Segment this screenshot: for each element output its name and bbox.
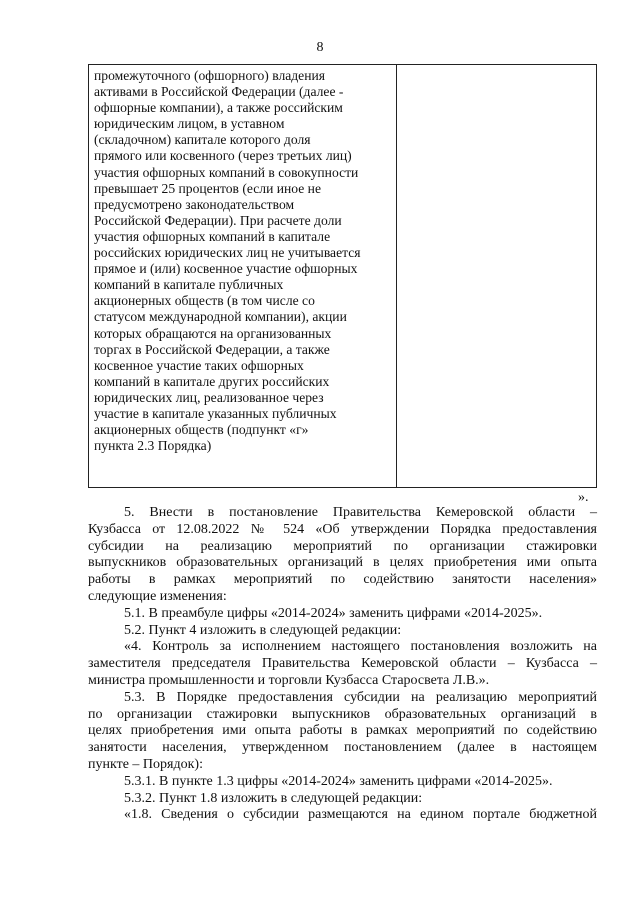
body-text-line: выпускников образовательных организаций в целях приобретения ими опыта	[88, 555, 597, 571]
table-cell-line: которых обращаются на организованных	[94, 325, 332, 341]
table-cell-line: юридическим лицом, в уставном	[94, 116, 285, 132]
table-cell-line: участия офшорных компаний в совокупности	[94, 164, 359, 180]
table-cell-line: офшорные компании), а также российским	[94, 100, 343, 116]
body-text-line: министра промышленности и торговли Кузбасса Старосвета Л.В.».	[88, 672, 490, 688]
table-fragment	[88, 64, 597, 488]
table-cell-line: статусом международной компании), акции	[94, 309, 347, 325]
body-text-line: 5.3. В Порядке предоставления субсидии на реализацию мероприятий	[124, 689, 597, 705]
body-text-line: по организации стажировки выпускников образовательных организаций в	[88, 706, 597, 722]
table-cell-line: компаний в капитале публичных	[94, 277, 284, 293]
table-cell-line: (складочном) капитале которого доля	[94, 132, 311, 148]
body-text-line: целях приобретения ими опыта работы в рамках мероприятий по содействию	[88, 723, 597, 739]
table-cell-line: прямого или косвенного (через третьих лиц)	[94, 148, 352, 164]
body-text-line: следующие изменения:	[88, 588, 227, 604]
table-cell-line: предусмотрено законодательством	[94, 196, 295, 212]
body-text-line: занятости населения, утвержденном постановлением (далее в настоящем	[88, 740, 597, 756]
body-text-line: субсидии на реализацию мероприятий по организации стажировки	[88, 538, 597, 554]
table-cell-line: активами в Российской Федерации (далее -	[94, 84, 344, 100]
table-cell-line: косвенное участие таких офшорных	[94, 357, 304, 373]
body-text-line: 5. Внести в постановление Правительства Кемеровской области –	[124, 505, 597, 520]
table-cell-line: акционерных обществ (подпункт «г»	[94, 422, 309, 438]
table-cell-line: Российской Федерации). При расчете доли	[94, 212, 342, 228]
table-cell-line: участия офшорных компаний в капитале	[94, 228, 331, 244]
body-text-line: «1.8. Сведения о субсидии размещаются на едином портале бюджетной	[124, 807, 597, 823]
body-text-line: Кузбасса от 12.08.2022 № 524 «Об утверждении Порядка предоставления	[88, 521, 597, 537]
body-text-line: 5.2. Пункт 4 изложить в следующей редакции:	[124, 622, 402, 638]
table-cell-line: акционерных обществ (в том числе со	[94, 293, 315, 309]
body-text	[88, 505, 597, 824]
table-cell-line: прямое и (или) косвенное участие офшорных	[94, 261, 358, 277]
table-cell-line: российских юридических лиц не учитывается	[94, 245, 361, 261]
table-cell-line: промежуточного (офшорного) владения	[94, 68, 326, 83]
table-cell-line: юридических лиц, реализованное через	[94, 389, 324, 405]
table-cell-line: компаний в капитале других российских	[94, 373, 330, 389]
table-cell-line: торгах в Российской Федерации, а также	[94, 341, 330, 357]
body-text-line: заместителя председателя Правительства Кемеровской области – Кузбасса –	[88, 656, 597, 672]
body-text-line: 5.1. В преамбуле цифры «2014-2024» заменить цифрами «2014-2025».	[124, 605, 543, 621]
body-text-line: 5.3.2. Пункт 1.8 изложить в следующей редакции:	[124, 790, 423, 806]
table-cell-line: пункта 2.3 Порядка)	[94, 438, 212, 454]
table-cell-line: превышает 25 процентов (если иное не	[94, 180, 321, 196]
table-cell-line: участие в капитале указанных публичных	[94, 405, 337, 421]
page-number: 8	[316, 40, 324, 55]
body-text-line: «4. Контроль за исполнением настоящего постановления возложить на	[124, 639, 597, 655]
closing-quote: ».	[578, 490, 589, 505]
body-text-line: 5.3.1. В пункте 1.3 цифры «2014-2024» заменить цифрами «2014-2025».	[124, 773, 553, 789]
table-column-divider	[396, 65, 397, 487]
table-cell-left	[94, 68, 393, 454]
body-text-line: пункте – Порядок):	[88, 756, 203, 772]
body-text-line: работы в рамках мероприятий по содействию занятости населения»	[88, 572, 597, 588]
